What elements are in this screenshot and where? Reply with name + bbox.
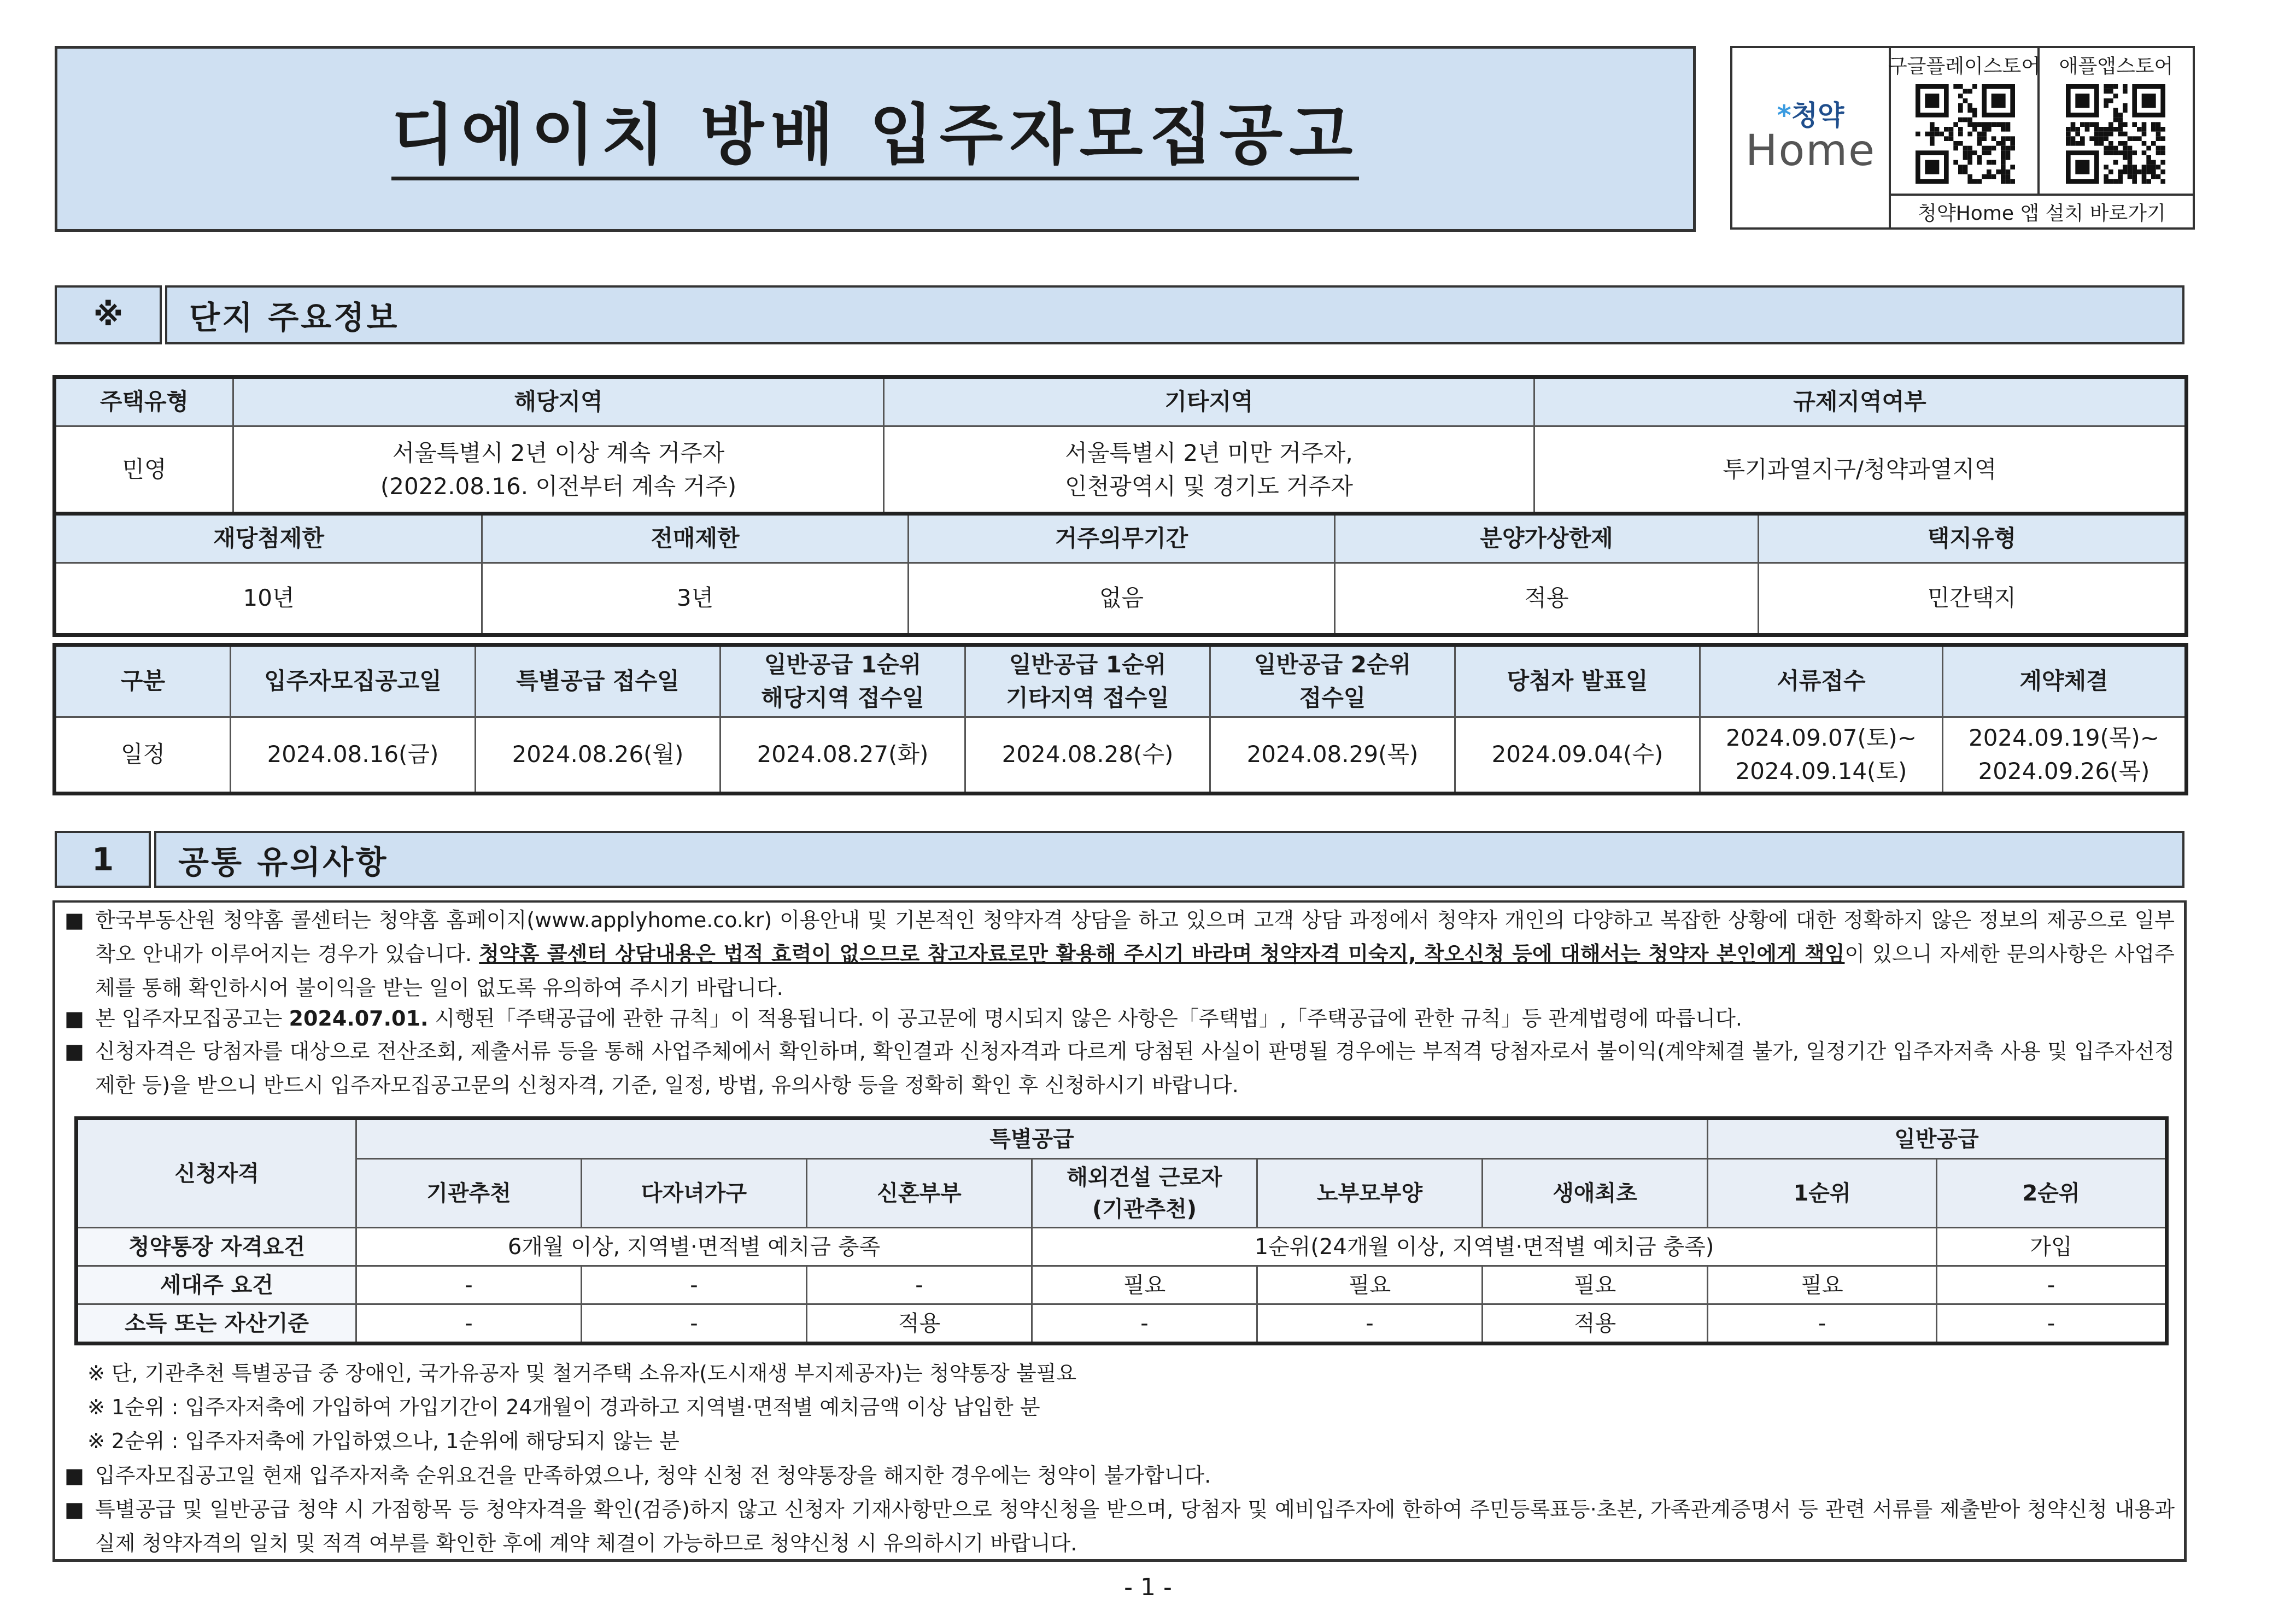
section-1-title: 공통 유의사항 (154, 831, 2184, 888)
schedule-row-label: 일정 (56, 717, 231, 793)
residence-duty-value: 없음 (909, 563, 1335, 634)
bullet-icon: ■ (65, 1039, 84, 1063)
eligibility-note-1: ※ 단, 기관추천 특별공급 중 장애인, 국가유공자 및 철거주택 소유자(도시재생 부지제공자)는 청약통장 불필요 (87, 1361, 1077, 1385)
header-regulated-area: 규제지역여부 (1534, 378, 2186, 426)
eligibility-note-3: ※ 2순위 : 입주자저축에 가입하였으나, 1순위에 해당되지 않는 분 (87, 1429, 680, 1453)
special-supply-date: 2024.08.26(월) (476, 717, 721, 793)
schedule-table (55, 645, 2186, 793)
eligibility-corner: 신청자격 (78, 1120, 356, 1228)
title-box (55, 46, 1696, 232)
callcenter-warning: 청약홈 콜센터 상담내용은 법적 효력이 없으므로 참고자료로만 활용해 주시기 바라며 청약자격 미숙지, 착오신청 등에 대해서는 청약자 본인에게 책임 (479, 942, 1845, 966)
app-store-qr-code[interactable] (2066, 84, 2165, 184)
table-row: 청약통장 자격요건 6개월 이상, 지역별·면적별 예치금 충족 1순위(24개월 이상, 지역별·면적별 예치금 충족) 가입 (78, 1228, 2166, 1266)
app-install-box[interactable] (1730, 46, 2195, 230)
rank2-date: 2024.08.29(목) (1210, 717, 1455, 793)
notice-paragraph-3: ■ 신청자격은 당첨자를 대상으로 전산조회, 제출서류 등을 통해 사업주체에서 확인하며, 확인결과 신청자격과 다르게 당첨된 사실이 판명될 경우에는 부적격 당첨자로서 불이익(계약체결 불가, 일정기간 입주자저축 사용 및 입주자선정 제한 등)을 받으니 반드시 입주자모집공고문의 신청자격, 기준, 일정, 방법, 유의사항 등을 정확히 확인 후 신청하시기 바랍니다. (65, 1034, 2175, 1102)
table-row: 소득 또는 자산기준 - - 적용 - - 적용 - - (78, 1304, 2166, 1343)
google-play-qr-code[interactable] (1916, 84, 2015, 184)
header-docs: 서류접수 (1700, 646, 1943, 717)
local-region-value: 서울특별시 2년 이상 계속 거주자 (2022.08.16. 이전부터 계속 거주) (233, 426, 884, 514)
logo-top-text: 청약 (1791, 99, 1844, 132)
rule-effective-date: 2024.07.01. (289, 1006, 429, 1031)
header-special-supply-date: 특별공급 접수일 (476, 646, 721, 717)
land-type-value: 민간택지 (1759, 563, 2186, 634)
section-1-number: 1 (55, 831, 151, 888)
col-multi-child: 다자녀가구 (582, 1159, 807, 1228)
header-rank1-local-date: 일반공급 1순위 해당지역 접수일 (721, 646, 965, 717)
bullet-icon: ■ (65, 908, 84, 932)
col-institution: 기관추천 (356, 1159, 582, 1228)
header-housing-type: 주택유형 (56, 378, 233, 426)
header-residence-duty: 거주의무기간 (909, 515, 1335, 563)
regulated-area-value: 투기과열지구/청약과열지역 (1534, 426, 2186, 514)
logo-bottom-text: Home (1745, 126, 1876, 176)
page-title: 디에이치 방배 입주자모집공고 (391, 98, 1360, 180)
row-label-account: 청약통장 자격요건 (78, 1228, 356, 1266)
winner-date: 2024.09.04(수) (1455, 717, 1700, 793)
notice-paragraph-1: ■ 한국부동산원 청약홈 콜센터는 청약홈 홈페이지(www.applyhome.co.kr) 이용안내 및 기본적인 청약자격 상담을 하고 있으며 고객 상담 과정에서 청약자 개인의 다양하고 복잡한 상황에 대한 정확하지 않은 정보의 제공으로 일부 착오 안내가 이루어지는 경우가 있습니다. 청약홈 콜센터 상담내용은 법적 효력이 없으므로 참고자료로만 활용해 주시기 바라며 청약자격 미숙지, 착오신청 등에 대해서는 청약자 본인에게 책임이 있으니 자세한 문의사항은 사업주체를 통해 확인하시어 불이익을 받는 일이 없도록 유의하여 주시기 바랍니다. (65, 903, 2175, 1005)
header-category: 구분 (56, 646, 231, 717)
header-local-region: 해당지역 (233, 378, 884, 426)
section-main-title: 단지 주요정보 (165, 285, 2184, 344)
applyhome-logo (1732, 48, 1891, 227)
table-row: 세대주 요건 - - - 필요 필요 필요 필요 - (78, 1266, 2166, 1304)
bullet-icon: ■ (65, 1497, 84, 1521)
header-contract: 계약체결 (1943, 646, 2186, 717)
app-store-label: 애플앱스토어 (2059, 55, 2174, 78)
eligibility-note-2: ※ 1순위 : 입주자저축에 가입하여 가입기간이 24개월이 경과하고 지역별·면적별 예치금액 이상 납입한 분 (87, 1395, 1040, 1419)
housing-type-value: 민영 (56, 426, 233, 514)
info-table-region (55, 377, 2186, 514)
col-first-time: 생애최초 (1483, 1159, 1708, 1228)
bullet-icon: ■ (65, 1006, 84, 1031)
col-elderly-parent: 노부모부양 (1257, 1159, 1483, 1228)
bullet-icon: ■ (65, 1463, 84, 1488)
store-divider (2037, 81, 2040, 194)
google-play-label: 구글플레이스토어 (1891, 48, 2040, 81)
col-rank2: 2순위 (1937, 1159, 2166, 1228)
header-rank2-date: 일반공급 2순위 접수일 (1210, 646, 1455, 717)
header-announce-date: 입주자모집공고일 (231, 646, 476, 717)
header-rewin-limit: 재당첨제한 (56, 515, 482, 563)
header-rank1-other-date: 일반공급 1순위 기타지역 접수일 (965, 646, 1210, 717)
col-rank1: 1순위 (1708, 1159, 1937, 1228)
col-newlywed: 신혼부부 (807, 1159, 1032, 1228)
rewin-limit-value: 10년 (56, 563, 482, 634)
general-supply-group: 일반공급 (1708, 1120, 2166, 1159)
eligibility-table (77, 1119, 2166, 1343)
other-region-value: 서울특별시 2년 미만 거주자, 인천광역시 및 경기도 거주자 (884, 426, 1534, 514)
notice-paragraph-2: ■ 본 입주자모집공고는 2024.07.01. 시행된「주택공급에 관한 규칙」이 적용됩니다. 이 공고문에 명시되지 않은 사항은「주택법」,「주택공급에 관한 규칙」등 관계법령에 따릅니다. (65, 1002, 2175, 1035)
notice-paragraph-5: ■ 특별공급 및 일반공급 청약 시 가점항목 등 청약자격을 확인(검증)하지 않고 신청자 기재사항만으로 청약신청을 받으며, 당첨자 및 예비입주자에 한하여 주민등록표등·초본, 가족관계증명서 등 관련 서류를 제출받아 청약신청 내용과 실제 청약자격의 일치 및 적격 여부를 확인한 후에 계약 체결이 가능하므로 청약신청 시 유의하시기 바랍니다. (65, 1492, 2175, 1560)
contract-period: 2024.09.19(목)~ 2024.09.26(목) (1943, 717, 2186, 793)
docs-period: 2024.09.07(토)~ 2024.09.14(토) (1700, 717, 1943, 793)
star-icon: * (1777, 99, 1791, 132)
col-overseas-worker: 해외건설 근로자 (기관추천) (1032, 1159, 1257, 1228)
header-price-cap: 분양가상한제 (1335, 515, 1759, 563)
resale-limit-value: 3년 (482, 563, 909, 634)
row-label-household-head: 세대주 요건 (78, 1266, 356, 1304)
header-winner-date: 당첨자 발표일 (1455, 646, 1700, 717)
notice-paragraph-4: ■ 입주자모집공고일 현재 입주자저축 순위요건을 만족하였으나, 청약 신청 전 청약통장을 해지한 경우에는 청약이 불가합니다. (65, 1459, 2175, 1492)
install-app-link[interactable]: 청약Home 앱 설치 바로가기 (1891, 194, 2193, 227)
price-cap-value: 적용 (1335, 563, 1759, 634)
page-number: - 1 - (1124, 1573, 1172, 1601)
info-table-restrictions (55, 514, 2186, 635)
special-supply-group: 특별공급 (356, 1120, 1708, 1159)
section-main-mark: ※ (55, 285, 162, 344)
header-resale-limit: 전매제한 (482, 515, 909, 563)
row-label-income: 소득 또는 자산기준 (78, 1304, 356, 1343)
header-land-type: 택지유형 (1759, 515, 2186, 563)
rank1-other-date: 2024.08.28(수) (965, 717, 1210, 793)
announce-date: 2024.08.16(금) (231, 717, 476, 793)
rank1-local-date: 2024.08.27(화) (721, 717, 965, 793)
header-other-region: 기타지역 (884, 378, 1534, 426)
